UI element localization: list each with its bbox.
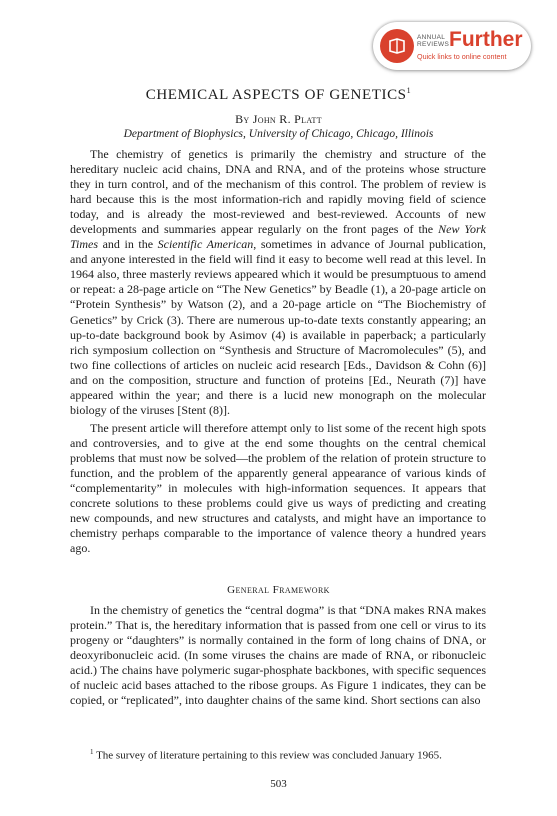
author-affiliation: Department of Biophysics, University of Chicago, Chicago, Illinois: [123, 128, 434, 140]
footnote-marker: 1: [90, 748, 94, 756]
annual-reviews-logo-icon: [380, 29, 414, 63]
badge-reviews-text: REVIEWS: [417, 41, 450, 48]
p1-text-a: The chemistry of genetics is primarily the chemistry and structure of the hereditary nucleic acid chains, DNA and RNA, and of the proteins whose structure they in turn control, and of the mechanism of this control. The problem of review is hard because this is the most information-rich and rapidly moving field of science today, and is already the most-reviewed and best-reviewed. Accounts of new developments and summaries appear regularly on the front pages of the: [70, 147, 486, 237]
article-author: By John R. Platt: [235, 112, 322, 126]
p1-text-b: and in the: [98, 237, 158, 252]
page-number: 503: [270, 778, 287, 790]
article-title: [0, 86, 557, 104]
badge-annual-text: ANNUAL: [417, 34, 446, 41]
further-links-badge[interactable]: [373, 22, 531, 70]
p1-sciam-title: Scientific American: [157, 237, 254, 252]
p1-text-c: , sometimes in advance of Journal publication, and anyone interested in the field will find it easy to become well read at this level. In 1964 also, three masterly reviews appeared which it would be presumptuous to amend or repeat: a 28-page article on “The New Genetics” by Beadle (1), a 20-page article on “Protein Synthesis” by Watson (2), and a 20-page article on “The Biochemistry of Genetics” by Crick (3). There are numerous up-to-date texts constantly appearing; an up-to-date background book by Asimov (4) is available in paperback; a particularly rich symposium collection on “Synthesis and Structure of Macromolecules” (5), and two fine collections of articles on nucleic acid research [Eds., Davidson & Cohn (6)] and on the composition, structure and function of proteins [Ed., Neurath (7)] have appeared within the year; and there is a lucid new monograph on the molecular biology of the viruses [Stent (8)].: [70, 237, 486, 417]
section-heading: General Framework: [227, 584, 330, 596]
badge-publisher-name: [417, 34, 449, 48]
badge-further-label[interactable]: Further: [449, 28, 523, 51]
badge-subtitle: Quick links to online content: [417, 52, 507, 61]
body-paragraph-2: The present article will therefore attempt only to list some of the recent high spots and controversies, and to give at the end some thoughts on the central chemical problems that must now be solved—the problem of the relation of protein structure to function, and the problem of the apparently general appearance of various kinds of “complementarity” in molecules with high-information sequences. It appears that concrete solutions to these problems could give us ways of predicting and creating new compounds, and new structures and catalysts, and might have an importance to chemistry perhaps comparable to the importance of valence theory a hundred years ago.: [70, 421, 486, 556]
article-title-text: CHEMICAL ASPECTS OF GENETICS: [145, 87, 407, 103]
body-paragraph-3: In the chemistry of genetics the “central dogma” is that “DNA makes RNA makes protein.” That is, the hereditary information that is passed from one cell or virus to its progeny or “daughters” is normally contained in the form of long chains of DNA, or deoxyribonucleic acid. (In some viruses the chains are made of RNA, or ribonucleic acid.) The chains have polymeric sugar-phosphate backbones, with specific sequences of nucleic acid bases attached to the ribose groups. As Figure 1 indicates, they can be copied, or “replicated”, into daughter chains of the same kind. Short sections can also: [70, 603, 486, 708]
p1-nyt-title: New York Times: [70, 222, 487, 252]
footnote-text: The survey of literature pertaining to this review was concluded January 1965.: [96, 749, 442, 762]
body-paragraph-1: [70, 147, 486, 418]
title-footnote-marker[interactable]: 1: [406, 86, 412, 95]
footnote: [70, 748, 486, 762]
